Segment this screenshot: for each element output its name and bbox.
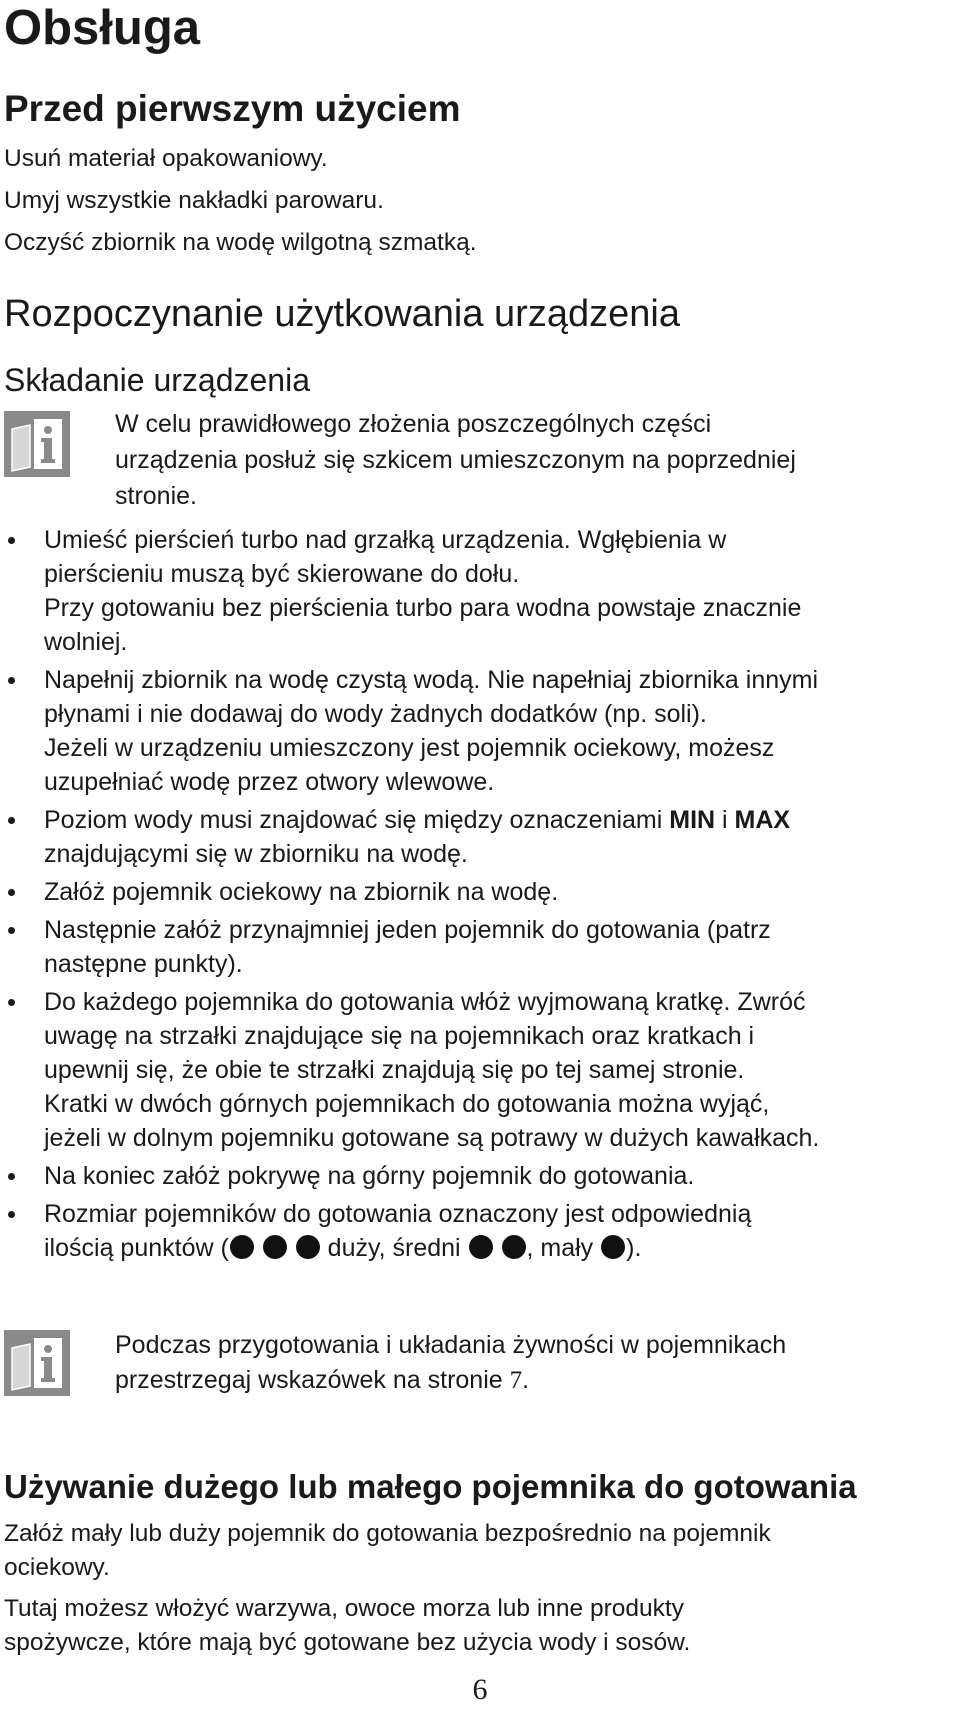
info-note-line: [115, 1363, 529, 1398]
bullet-icon: [8, 1173, 15, 1180]
list-item: [0, 663, 960, 799]
large-dot-icon: [296, 1235, 320, 1259]
list-item: [0, 985, 960, 1155]
page-reference: 7: [509, 1367, 523, 1394]
list-item-line: upewnij się, że obie te strzałki znajdują się po tej samej stronie.: [44, 1056, 745, 1084]
list-item-line: znajdującymi się w zbiorniku na wodę.: [44, 840, 468, 868]
text-span: ilością punktów (: [44, 1234, 229, 1262]
list-item-line: [44, 803, 960, 837]
medium-dot-icon: [469, 1235, 493, 1259]
list-item-line: płynami i nie dodawaj do wody żadnych dodatków (np. soli).: [44, 700, 707, 728]
list-item-line: Następnie załóż przynajmniej jeden pojemnik do gotowania (patrz: [44, 916, 771, 944]
paragraph-line: Umyj wszystkie nakładki parowaru.: [4, 187, 384, 214]
list-item-line: uwagę na strzałki znajdujące się na pojemnikach oraz kratkach i: [44, 1022, 755, 1050]
info-note-line: W celu prawidłowego złożenia poszczególnych części: [115, 410, 712, 438]
bullet-icon: [8, 927, 15, 934]
info-book-icon: [4, 411, 70, 477]
bullet-icon: [8, 999, 15, 1006]
large-dot-icon: [230, 1235, 254, 1259]
paragraph-line: Tutaj możesz włożyć warzywa, owoce morza lub inne produkty: [4, 1595, 684, 1622]
info-note-line: Podczas przygotowania i układania żywności w pojemnikach: [115, 1331, 787, 1359]
list-item-line: uzupełniać wodę przez otwory wlewowe.: [44, 768, 495, 796]
paragraph-line: spożywcze, które mają być gotowane bez użycia wody i sosów.: [4, 1629, 691, 1656]
list-item: [0, 803, 960, 871]
page-title: Obsługa: [4, 1, 201, 55]
section-heading-before-first-use: Przed pierwszym użyciem: [4, 88, 461, 129]
text-span: , mały: [526, 1234, 601, 1262]
page-number: 6: [472, 1673, 488, 1706]
max-label: MAX: [734, 806, 791, 834]
list-item-line: Umieść pierścień turbo nad grzałką urządzenia. Wgłębienia w: [44, 526, 727, 554]
list-item-line: Jeżeli w urządzeniu umieszczony jest pojemnik ociekowy, możesz: [44, 734, 775, 762]
list-item-line: Rozmiar pojemników do gotowania oznaczony jest odpowiednią: [44, 1200, 752, 1228]
list-item-line: wolniej.: [44, 628, 128, 656]
bullet-icon: [8, 1211, 15, 1218]
section-heading-start-use: Rozpoczynanie użytkowania urządzenia: [4, 293, 680, 335]
paragraph-line: Oczyść zbiornik na wodę wilgotną szmatką.: [4, 229, 477, 256]
list-item-line: Załóż pojemnik ociekowy na zbiornik na wodę.: [44, 878, 559, 906]
list-item-line: Do każdego pojemnika do gotowania włóż wyjmowaną kratkę. Zwróć: [44, 988, 806, 1016]
section-heading-large-small: Używanie dużego lub małego pojemnika do gotowania: [4, 1468, 857, 1505]
info-note-line: stronie.: [115, 482, 197, 510]
bullet-icon: [8, 537, 15, 544]
list-item: [0, 1197, 960, 1265]
text-span: .: [522, 1366, 530, 1394]
list-item: [0, 1159, 960, 1193]
list-item: [0, 875, 960, 909]
info-book-icon: [4, 1330, 70, 1396]
paragraph-line: Załóż mały lub duży pojemnik do gotowania bezpośrednio na pojemnik: [4, 1520, 771, 1547]
large-dot-icon: [263, 1235, 287, 1259]
bullet-icon: [8, 677, 15, 684]
medium-dot-icon: [502, 1235, 526, 1259]
text-span: Poziom wody musi znajdować się między oznaczeniami: [44, 806, 670, 834]
small-dot-icon: [601, 1235, 625, 1259]
text-span: przestrzegaj wskazówek na stronie: [115, 1366, 510, 1394]
list-item-line: Napełnij zbiornik na wodę czystą wodą. Nie napełniaj zbiornika innymi: [44, 666, 819, 694]
list-item-line: [44, 1231, 960, 1265]
list-item-line: następne punkty).: [44, 950, 243, 978]
subsection-heading-assembly: Składanie urządzenia: [4, 362, 310, 398]
info-note-line: urządzenia posłuż się szkicem umieszczonym na poprzedniej: [115, 446, 796, 474]
bullet-icon: [8, 889, 15, 896]
list-item-line: jeżeli w dolnym pojemniku gotowane są potrawy w dużych kawałkach.: [44, 1124, 820, 1152]
list-item-line: Na koniec załóż pokrywę na górny pojemnik do gotowania.: [44, 1162, 695, 1190]
list-item-line: Kratki w dwóch górnych pojemnikach do gotowania można wyjąć,: [44, 1090, 770, 1118]
list-item-line: pierścieniu muszą być skierowane do dołu.: [44, 560, 520, 588]
list-item: [0, 523, 960, 659]
text-span: i: [715, 806, 735, 834]
text-span: duży, średni: [320, 1234, 468, 1262]
assembly-steps-list: [0, 523, 960, 1269]
bullet-icon: [8, 817, 15, 824]
text-span: ).: [626, 1234, 642, 1262]
min-label: MIN: [669, 806, 716, 834]
paragraph-line: Usuń materiał opakowaniowy.: [4, 145, 328, 172]
list-item-line: Przy gotowaniu bez pierścienia turbo para wodna powstaje znacznie: [44, 594, 802, 622]
list-item: [0, 913, 960, 981]
paragraph-line: ociekowy.: [4, 1554, 110, 1581]
